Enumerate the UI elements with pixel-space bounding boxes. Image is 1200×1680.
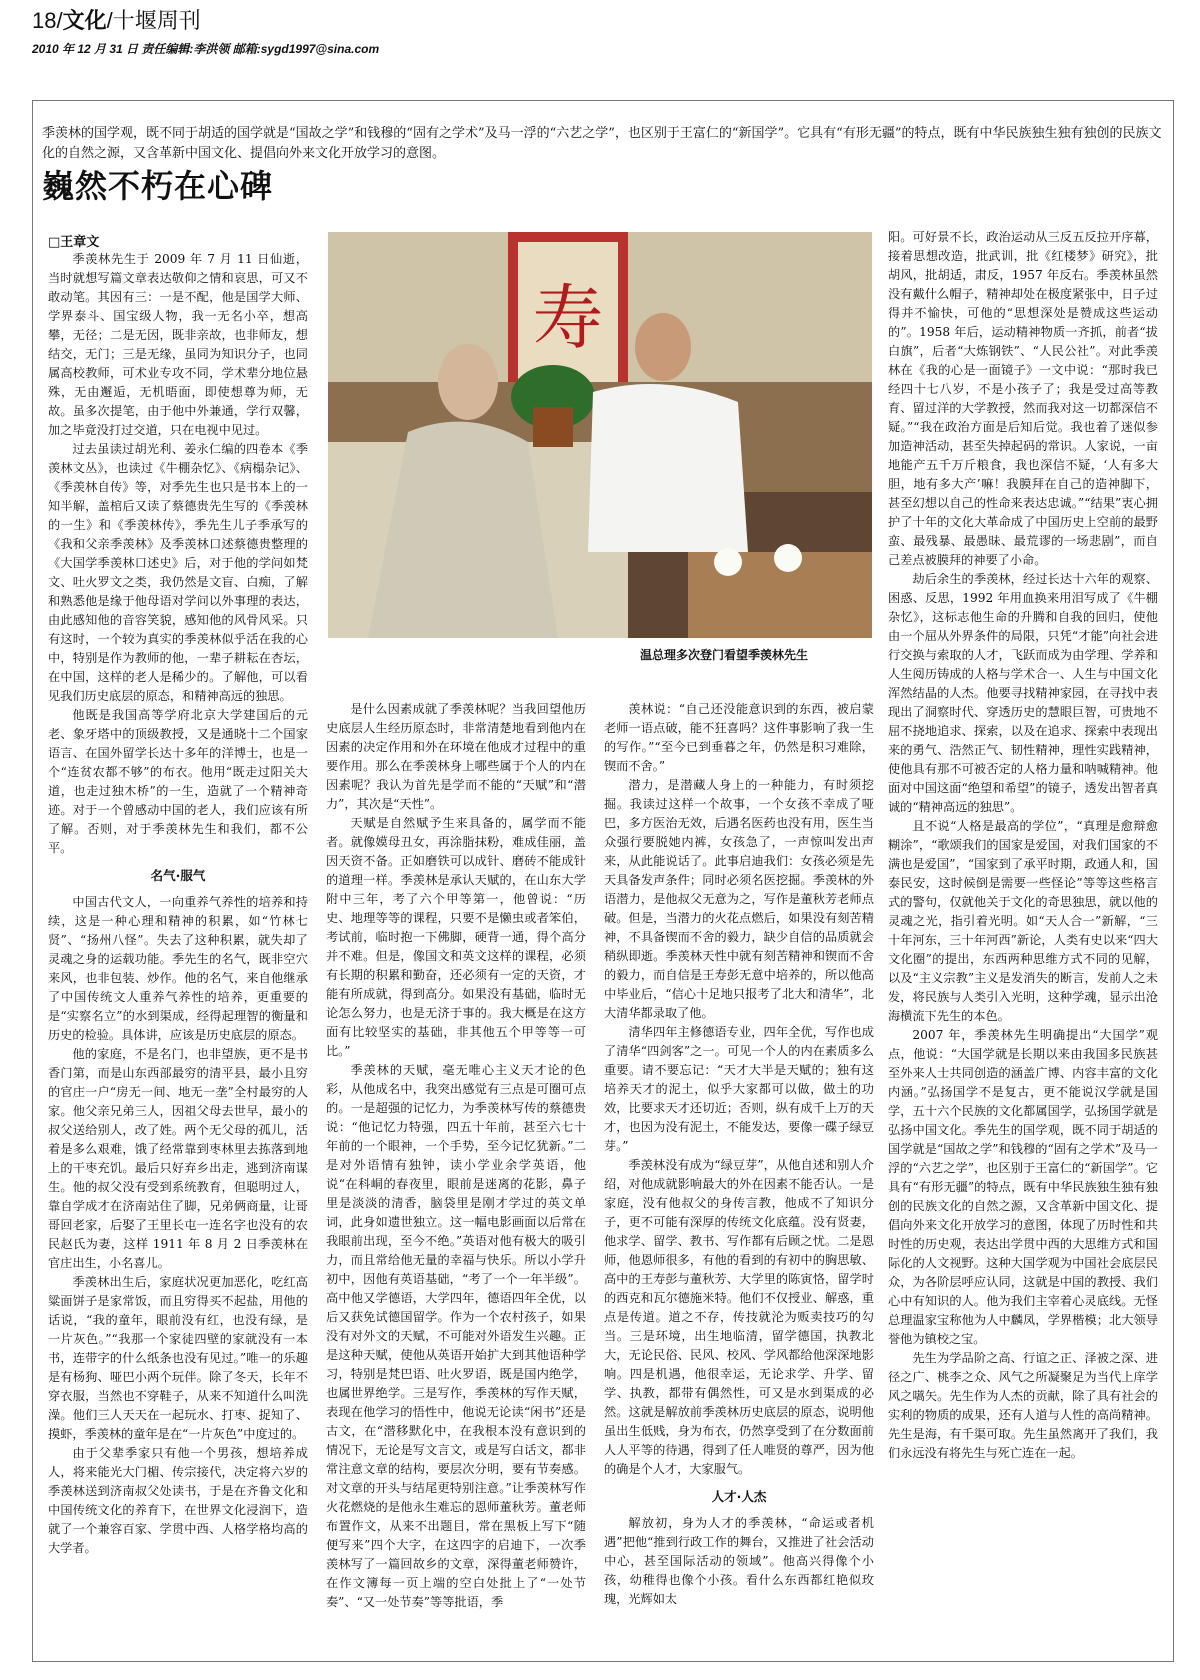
paragraph: 季羡林的天赋，毫无唯心主义天才论的色彩，从他成名中，我突出感觉有三点是可圈可点的。一是超强的记忆力，为季羡林写传的蔡德贵说：“他记忆力特强，四五十年前，甚至六七十年前的一个眼神，一个手势，至今记忆犹新。”二是对外语情有独钟，读小学业余学英语，他说“在科峒的春夜里，眼前是迷离的花影，鼻子里是淡淡的清香，脑袋里是刚才学过的英文单词，此身如遗世独立。这一幅电影画面以后常在我眼前出现，至今不绝。”英语对他有极大的吸引力，而且常给他无量的幸福与快乐。所以小学升初中，因他有英语基础，“考了一个一年半级”。高中他又学德语，大学四年，德语四年全优，以后又获免试德国留学。作为一个农村孩子，如果没有对外文的天赋，不可能对外语发生兴趣。正是这种天赋，使他从英语开始扩大到其他语种学习，特别是梵巴语、吐火罗语，既是国内绝学，也属世界绝学。三是写作，季羡林的写作天赋，表现在他学习的悟性中，他说无论读“闲书”还是古文，在“潜移默化中，在我根本没有意识到的情况下，无论是写文言文，或是写白话文，都非常注意文章的结构，要层次分明，要有节奏感。对文章的开头与结尾更特别注意。”让季羡林写作火花燃烧的是他永生难忘的恩师董秋芳。董老师布置作文，从来不出题目，常在黑板上写下“随便写来”四个大字，在这四字的启迪下，一次季羡林写了一篇回故乡的文章，深得董老师赞许，在作文簿每一页上端的空白处批上了“一处节奏”、“又一处节奏”等等批语，季 (326, 1063, 586, 1609)
photo-person-right-head (635, 313, 691, 381)
photo-vase (533, 407, 573, 447)
article-title: 巍然不朽在心碑 (42, 167, 274, 205)
paragraph: 解放初，身为人才的季羡林，“命运或者机遇”把他“推到行政工作的舞台，又推进了社会活动中心，甚至国际活动的领域”。他高兴得像个小孩，幼稚得也像个小孩。看什么东西都红艳似玫瑰，光辉如太 (604, 1516, 874, 1606)
paragraph: 且不说“人格是最高的学位”，“真理是愈辩愈糊涂”，“歌颂我们的国家是爱国，对我们国家的不满也是爱国”，“国家到了承平时期，政通人和，国泰民安，这时候倒是需要一些怪论”等等这些格言式的警句，仅就他关于文化的奇思独思，就以他的灵魂之光，指引着光明。如“天人合一”新解，“三十年河东，三十年河西”新论，人类有史以来“四大文化圈”的提出，东西两种思维方式不同的见解，以及“主义宗教”主义是发消失的断言，发前人之未发，将民族与人类引入光明，这种学魂，显示出沧海横流下先生的本色。 (888, 819, 1158, 1023)
paragraph: 先生为学品阶之高、行谊之正、泽被之深、进径之广、桃李之众、风气之所凝聚足为当代上庠学风之嚆矢。先生作为人杰的贡献，除了具有社会的实利的物质的成果，还有人道与人性的高尚精神。先生是海，有千渠可取。先生虽然离开了我们，我们永远没有将先生与死亡连在一起。 (888, 1351, 1158, 1460)
article-column-1 (48, 250, 308, 1650)
paragraph: 潜力，是潜藏人身上的一种能力，有时须挖掘。我读过这样一个故事，一个女孩不幸成了哑巴，多方医治无效，后遇名医药也没有用，医生当众强行要脱她内裤，女孩急了，一声惊叫发出声来，从此能说话了。此事启迪我们：女孩必须是先天具备发声条件；同时必须名医挖掘。季羡林的外语潜力，是他叔父无意为之，写作是董秋芳老师点破。但是，当潜力的火花点燃后，如果没有刻苦精神，不具备锲而不舍的毅力，缺少自信的品质就会稍纵即逝。季羡林天性中就有刻苦精神和锲而不舍的毅力，而自信是王寿彭无意中培养的，所以他高中毕业后，“信心十足地只报考了北大和清华”，北大清华都录取了他。 (604, 778, 874, 1020)
header-title-line (32, 8, 379, 34)
header-info-line: 2010 年 12 月 31 日 责任编辑:李洪领 邮箱:sygd1997@sina.com (32, 42, 380, 56)
page-number: 18/ (32, 8, 63, 33)
photo-illustration (328, 232, 872, 638)
paragraph: 他既是我国高等学府北京大学建国后的元老、象牙塔中的顶级教授，又是通晓十二个国家语言、在国外留学长达十多年的洋博士，也是一个“连贫农都不够”的布衣。他用“既走过阳关大道，也走过独木桥”的一生，造就了一个精神奇迹。对于一个曾感动中国的老人，我们应该有所了解。否则，对于季羡林先生和我们，都不公平。 (48, 708, 308, 855)
paper-name: 十堰周刊 (112, 8, 201, 33)
paragraph: 2007 年，季羡林先生明确提出“大国学”观点，他说：“大国学就是长期以来由我国多民族甚至外来人士共同创造的涵盖广博、内容丰富的文化内涵。”弘扬国学不是复古，更不能说汉学就是国学，五十六个民族的文化都属国学，弘扬国学就是弘扬中国文化。季先生的国学观，既不同于胡适的国学就是“国故之学”和钱穆的“固有之学术”及马一浮的“六艺之学”，也区别于王富仁的“新国学”。它具有“有形无疆”的特点，既有中华民族独生独有独创的民族文化的自然之源，又含革新中国文化、提倡向外来文化开放学习的意图，体现了历时性和共时性的历史观，表达出学贯中西的大思维方式和国际化的人文视野。这种大国学观为中国社会底层民众，为各阶层呼应认同，这就是中国的教授、我们心中有知识的人。他为我们主宰着心灵底线。无怪总理温家宝称他为人中麟凤，学界楷模；北大领导誉他为镇校之宝。 (888, 1028, 1158, 1346)
paragraph: 过去虽读过胡光利、姜永仁编的四卷本《季羡林文丛》，也读过《牛棚杂忆》、《病榻杂记》、《季羡林自传》等，对季先生也只是书本上的一知半解，盖棺后又读了蔡德贵先生写的《季羡林的一生》和《季羡林传》，季先生儿子季承写的《我和父亲季羡林》及季羡林口述蔡德贵整理的《大国学季羡林口述史》后，对于他的学问如梵文、吐火罗文之类，我仍然是文盲、白痴，了解和熟悉他是缘于他母语对学问以外事理的表达，由此感知他的音容笑貌，感知他的风骨风采。只有这时，一个较为真实的季羡林似乎活在我的心中，特别是作为教师的他，一辈子耕耘在杏坛，在中国，这样的老人是稀少的。了解他，可以看见我们历史底层的原态，和精神高远的独思。 (48, 442, 308, 703)
photo-teacup-2 (774, 544, 802, 572)
article-lead: 季羡林的国学观，既不同于胡适的国学就是“国故之学”和钱穆的“固有之学术”及马一浮的“六艺之学”，也区别于王富仁的“新国学”。它具有“有形无疆”的特点，既有中华民族独生独有独创的民族文化的自然之源，又含革新中国文化、提倡向外来文化开放学习的意图。 (42, 126, 1162, 161)
section-name: 文化 (62, 8, 107, 33)
paragraph: 季羡林没有成为“绿豆芽”，从他自述和别人介绍，对他成就影响最大的外在因素不能否认。一是家庭，没有他叔父的身传言教，他成不了知识分子，更不可能有深厚的传统文化底蕴。没有贤妻，他求学、留学、教书、写作都有后顾之忧。二是恩师，他恩师很多，有他的看到的有初中的胸思敏、高中的王寿彭与董秋芳、大学里的陈寅恪，留学时的西克和瓦尔德施米特。他们不仅授业、解惑，重点是传道。道之不存，传技就沦为贩卖技巧的勾当。三是环境，出生地临清，留学德国，执教北大，无论民俗、民风、校风、学风都给他深深地影响。四是机遇，他很幸运，无论求学、升学、留学、执教，都带有偶然性，可又是水到渠成的必然。这就是解放前季羡林历史底层的原态，说明他虽出生低贱，身为布衣，仍然享受到了在分数面前人人平等的待遇，得到了任人唯贤的尊严，因为他的确是个人才，大家服气。 (604, 1158, 874, 1476)
paragraph: 季羡林先生于 2009 年 7 月 11 日仙逝，当时就想写篇文章表达敬仰之情和哀思，可又不敢动笔。其因有三：一是不配，他是国学大师、学界泰斗、国宝级人物，我一无名小卒，想高攀，无径；二是无因，既非亲故，也非师友，想结交，无门；三是无缘，虽同为知识分子，也同属高校教师，可术业专攻不同，学术辈分地位悬殊，无由邂逅，无机晤面，即使想尊为师，无故。虽多次提笔，由于他中外兼通，学行双馨，加之毕竟没打过交道，只在电视中见过。 (48, 252, 308, 437)
header-separator: / (106, 8, 113, 33)
section-heading: 人才·人杰 (711, 1489, 767, 1504)
article-column-3 (604, 700, 874, 1650)
paragraph: 清华四年主修德语专业，四年全优，写作也成了清华“四剑客”之一。可见一个人的内在素质多么重要。请不要忘记：“天才大半是天赋的；独有这培养天才的泥土，似乎大家都可以做，做土的功效，比要求天才还切近；否则，纵有成千上万的天才，也因为没有泥土，不能发达，要像一碟子绿豆芽。” (604, 1025, 874, 1153)
photo-caption: 温总理多次登门看望季羡林先生 (640, 648, 809, 662)
article-photo (328, 232, 872, 638)
photo-person-right-body (588, 384, 748, 552)
photo-teacup-1 (714, 548, 742, 576)
section-heading: 名气·服气 (150, 868, 206, 883)
paragraph: 由于父辈季家只有他一个男孩，想培养成人，将来能光大门楣、传宗接代，决定将六岁的季羡林送到济南叔父处读书，于是在齐鲁文化和中国传统文化的养育下，在世界文化浸润下，造就了一个兼容百家、学贯中西、人格学格均高的大学者。 (48, 1446, 308, 1555)
photo-scroll-glyph: 寿 (533, 277, 603, 359)
photo-person-left-head (438, 344, 498, 420)
article-column-2 (326, 700, 586, 1650)
page-header (32, 8, 379, 57)
paragraph: 羡林说：“自己还没能意识到的东西，被启蒙老师一语点破，能不狂喜吗？这件事影响了我一生的写作。”“至今已到垂暮之年，仍然是积习难除，锲而不舍。” (604, 702, 874, 773)
article-column-4 (888, 228, 1158, 1648)
paragraph: 季羡林出生后，家庭状况更加恶化，吃红高粱面饼子是家常饭，而且穷得买不起盐，用他的话说，“我的童年，眼前没有红，也没有绿，是一片灰色。”“我那一个家徒四壁的家就没有一本书，连带字的什么纸条也没有见过。”唯一的乐趣是有杨狗、哑巴小两个玩伴。除了冬天，长年不穿衣服，当然也不穿鞋子，从来不知道什么叫洗澡。他们三人天天在一起玩水、打枣、捉知了、摸虾，季羡林的童年是在“一片灰色”中度过的。 (48, 1275, 308, 1441)
paragraph: 是什么因素成就了季羡林呢？当我回望他历史底层人生经历原态时，非常清楚地看到他内在因素的决定作用和外在环境在他成才过程中的重要作用。那么在季羡林身上哪些属于个人的内在因素呢？我认为首先是学而不能的“天赋”和“潜力”，其次是“天性”。 (326, 702, 586, 811)
paragraph: 天赋是自然赋予生来具备的，属学而不能者。就像嫫母丑女，再涂脂抹粉，难成佳丽，盖因天资不备。正如磨铁可以成针、磨砖不能成针的道理一样。季羡林是承认天赋的，在山东大学附中三年，考了六个甲等第一，他曾说：“历史、地理等等的课程，只要不是懒虫或者笨伯，考试前，临时抱一下佛脚，硬背一通，得个高分并不难。但是，像国文和英文这样的课程，必须有长期的积累和勤奋，还必须有一定的天资，才能有所成就，得到高分。如果没有基础，临时无论怎么努力，也是无济于事的。我大概是在这方面有比较坚实的基础，非其他五个甲等等一可比。” (326, 816, 586, 1058)
paragraph: 阳。可好景不长，政治运动从三反五反拉开序幕，接着思想改造，批武训，批《红楼梦》研究》，批胡风，批胡适，肃反，1957 年反右。季羡林虽然没有戴什么帽子，精神却处在极度紧张中，日子过得并不愉快，可他的“思想深处是赞成这些运动的”。1958 年后，运动精神物质一齐抓，前者“拔白旗”，后者“大炼钢铁”、“人民公社”。对此季羡林在《我的心是一面镜子》一文中说：“那时我已经四十七八岁，不是小孩子了；我是受过高等教育、留过洋的大学教授，然而我对这一切都深信不疑。”“我在政治方面是后知后觉。我也着了迷似参加造神活动，甚至失掉起码的常识。人家说，一亩地能产五千万斤粮食，我也深信不疑，‘人有多大胆，地有多大产’嘛！我膜拜在自己的造神脚下，甚至幻想以自己的性命来表达忠诚。”“结果”衷心拥护了十年的文化大革命成了中国历史上空前的最野蛮、最残暴、最愚昧、最荒谬的一场悲剧”，而自己差点被膜拜的神要了小命。 (888, 230, 1158, 567)
paragraph: 劫后余生的季羡林，经过长达十六年的观察、困惑、反思，1992 年用血换来用泪写成了《牛棚杂忆》，这标志他生命的升腾和自我的回归，使他由一个屈从外界条件的局限，只凭“才能”向社会进行交换与索取的人才，飞跃而成为由学理、学养和人生阅历铸成的人格与学术合一、人生与中国文化浑然结晶的人杰。他要寻找精神家园，在寻找中表现出了洞察时代、穿透历史的慧眼巨智，可贵地不屈不挠地追求、探索，以及在追求、探索中表现出来的勇气、浩然正气、韧性精神，理性实践精神，使他具有那不可被否定的人格力量和呐喊精神。他面对中国这面“绝望和希望”的镜子，透发出智者真诚的“精神高远的独思”。 (888, 572, 1158, 814)
article-author: □王章文 (48, 235, 100, 250)
paragraph: 中国古代文人，一向重养气养性的培养和持续，这是一种心理和精神的积累，如“竹林七贤”、“扬州八怪”。失去了这种积累，就失却了灵魂之身的运载功能。季先生的名气，既非空穴来风，也非包装、炒作。他的名气，来自他继承了中国传统文人重养气养性的培养，更重要的是“实察名立”的水到渠成，经得起理智的衡量和历史的检验。具体讲，应该是历史底层的原态。 (48, 895, 308, 1042)
paragraph: 他的家庭，不是名门，也非望族，更不是书香门第，而是山东西部最穷的清平县，最小且穷的官庄一户“房无一间、地无一垄”全村最穷的人家。他父亲兄弟三人，因祖父母去世早，最小的叔父送给别人，改了姓。两个无父母的孤儿，活着是多么艰难，饿了经常靠到枣林里去拣落到地上的干枣充饥。最后只好弃乡出走，逃到济南谋生。他的叔父没有受到系统教育，但聪明过人，靠自学成才在济南站住了脚，兄弟俩商量，让哥哥回老家，后娶了王里长屯一连名字也没有的农民赵氏为妻，这样 1911 年 8 月 2 日季羡林在官庄出生，小名喜儿。 (48, 1047, 308, 1270)
